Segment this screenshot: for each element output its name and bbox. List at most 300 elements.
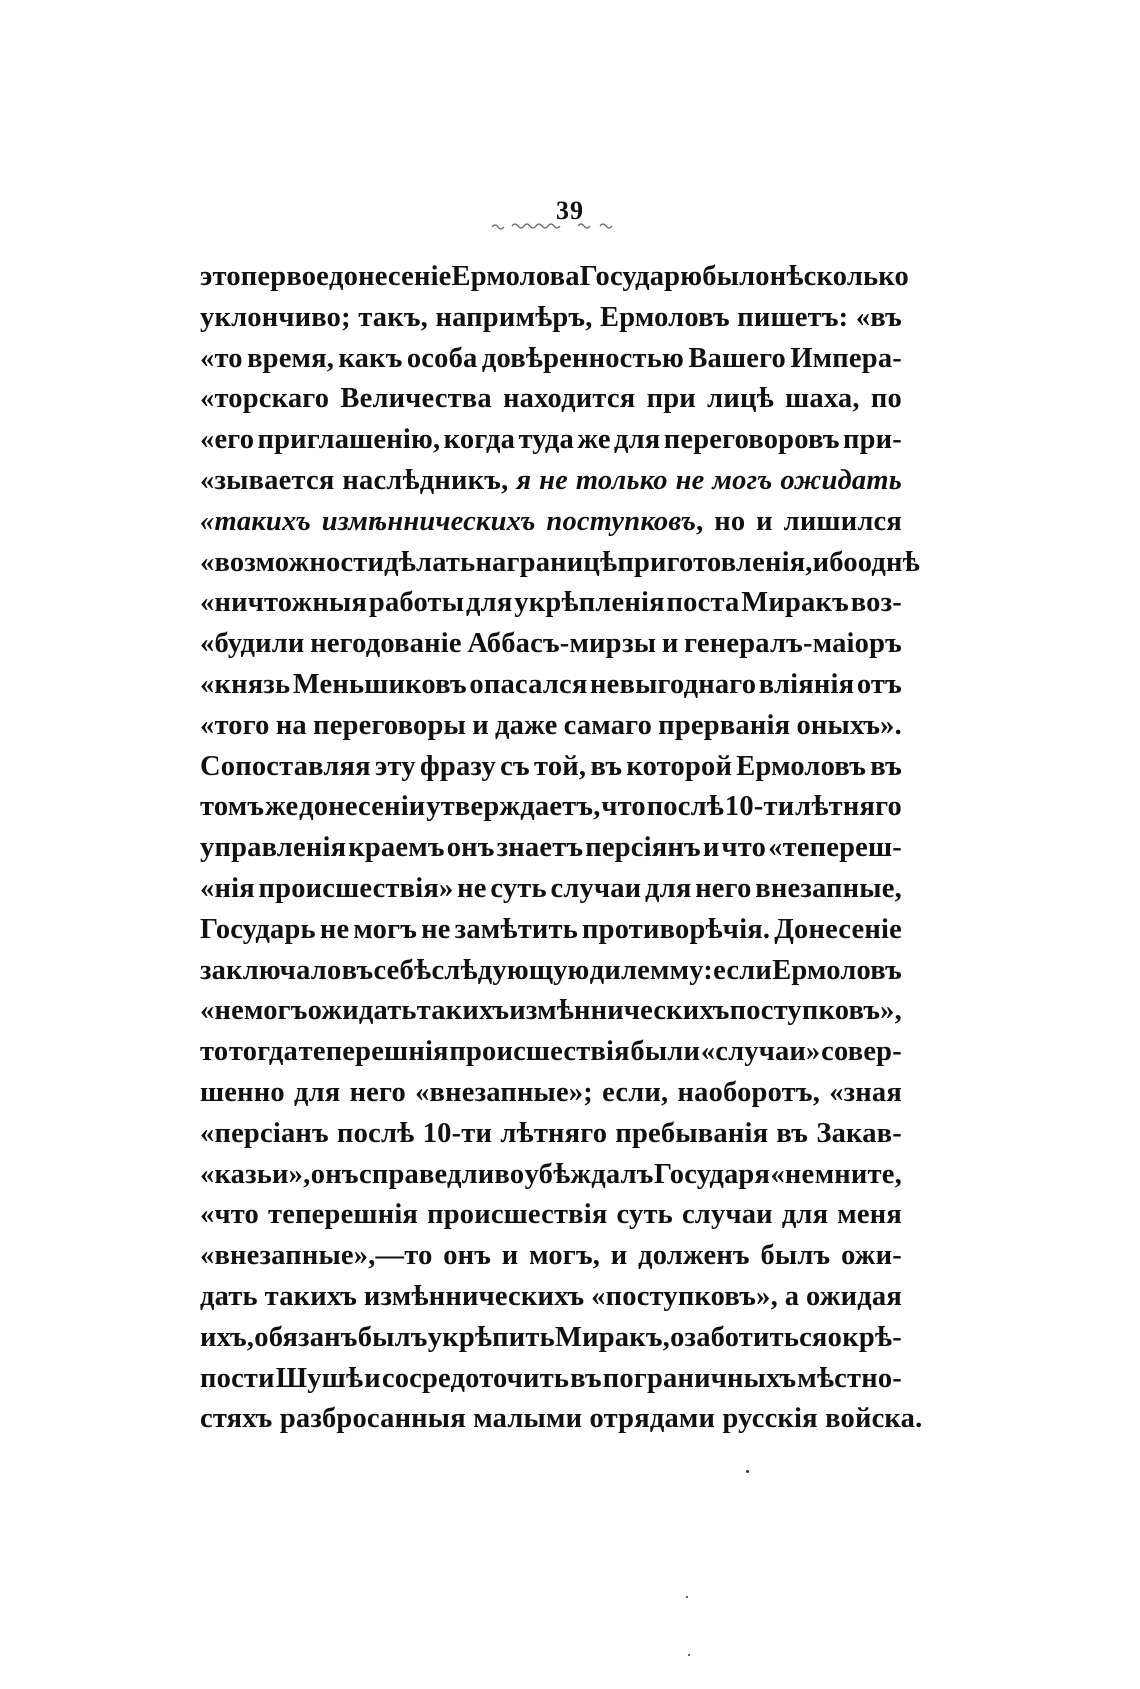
text-fragment: что — [601, 791, 646, 823]
text-fragment: Государь — [200, 913, 316, 945]
text-line — [200, 828, 902, 869]
word — [684, 624, 902, 665]
text-fragment: поста — [666, 587, 740, 619]
word — [770, 257, 909, 298]
text-line — [200, 257, 909, 298]
text-fragment: «персіанъ — [200, 1117, 329, 1149]
word — [630, 1032, 700, 1073]
text-fragment: «зная — [829, 1076, 902, 1108]
text-fragment: въ — [341, 954, 374, 986]
word — [703, 828, 720, 869]
word — [431, 951, 589, 992]
text-line — [200, 1236, 902, 1277]
word — [200, 1195, 259, 1236]
text-fragment: ихъ, — [200, 1321, 255, 1353]
word — [776, 1114, 808, 1155]
word — [658, 706, 790, 747]
text-fragment: при — [646, 383, 696, 415]
text-fragment: дѣлать — [384, 546, 476, 578]
text-fragment: «того — [200, 709, 270, 741]
word — [780, 461, 902, 502]
text-fragment: при- — [842, 424, 902, 456]
text-fragment: «въ — [855, 301, 902, 333]
text-fragment: русскія — [722, 1403, 818, 1435]
word — [359, 1155, 524, 1196]
word — [741, 583, 849, 624]
word — [585, 828, 701, 869]
text-line — [200, 379, 902, 420]
word — [857, 665, 902, 706]
word — [382, 1359, 569, 1400]
word — [664, 420, 840, 461]
word — [200, 1277, 258, 1318]
text-fragment: съ — [500, 750, 530, 782]
text-fragment: себѣ — [373, 954, 432, 986]
word — [427, 1195, 607, 1236]
text-fragment: утверждаетъ, — [426, 791, 601, 823]
word — [828, 1318, 842, 1359]
word — [580, 257, 703, 298]
word — [701, 1032, 821, 1073]
word — [856, 298, 902, 339]
text-line — [200, 787, 902, 828]
text-fragment: приглашенію, — [257, 424, 441, 456]
word — [516, 461, 531, 502]
text-fragment: Государю — [579, 261, 703, 292]
text-fragment: эту — [375, 750, 416, 782]
word — [200, 420, 254, 461]
text-fragment: не — [457, 872, 487, 904]
text-line — [200, 624, 902, 665]
word — [247, 339, 334, 380]
text-line — [200, 869, 902, 910]
word — [603, 1359, 796, 1400]
word — [770, 1155, 814, 1196]
text-fragment: а — [784, 1280, 800, 1312]
word — [576, 461, 668, 502]
word — [455, 910, 578, 951]
word — [265, 1277, 357, 1318]
word — [466, 583, 512, 624]
text-fragment: внезапные, — [755, 872, 902, 904]
word — [364, 1359, 381, 1400]
word — [200, 787, 264, 828]
word — [200, 1399, 272, 1440]
word — [265, 787, 298, 828]
text-fragment: но — [714, 505, 746, 537]
word — [725, 787, 794, 828]
text-fragment: , — [696, 505, 704, 537]
word — [373, 951, 431, 992]
word — [870, 747, 902, 788]
word — [851, 583, 902, 624]
text-fragment: Ермолова — [451, 261, 580, 292]
text-fragment: отъ — [856, 668, 902, 700]
text-fragment: войска. — [825, 1403, 923, 1435]
text-fragment: въ — [590, 750, 623, 782]
word — [200, 951, 341, 992]
word-space — [466, 1399, 473, 1440]
text-fragment: для — [781, 1199, 829, 1231]
text-fragment: невыгоднаго — [590, 668, 757, 700]
word — [843, 420, 902, 461]
text-fragment: пишетъ: — [737, 301, 849, 333]
text-fragment: это — [200, 261, 241, 292]
text-fragment: лѣтняго — [500, 1117, 608, 1149]
text-fragment: приготовленія, — [617, 546, 813, 578]
word — [871, 379, 902, 420]
text-fragment: долженъ — [638, 1240, 750, 1272]
text-fragment: поступковъ», — [729, 995, 902, 1027]
text-fragment: теперешнія — [268, 1199, 419, 1231]
text-fragment: когда — [443, 424, 516, 456]
word — [858, 543, 920, 584]
text-fragment: уклончиво; — [200, 301, 351, 333]
word — [200, 1236, 433, 1277]
word — [329, 257, 452, 298]
text-fragment: вліянія — [758, 668, 855, 700]
text-fragment: томъ — [200, 791, 265, 823]
text-fragment: шаха, — [785, 383, 860, 415]
text-fragment: происшествія» — [258, 872, 454, 904]
word — [722, 1399, 817, 1440]
text-fragment: не — [421, 913, 451, 945]
text-fragment: пости — [200, 1362, 275, 1394]
emphasized-text: я — [516, 464, 532, 496]
text-fragment: «внезапные»; — [415, 1076, 594, 1108]
word — [428, 1318, 555, 1359]
text-fragment: «князь — [200, 668, 291, 700]
text-fragment: довѣренностью — [481, 342, 684, 374]
word — [518, 420, 574, 461]
text-fragment: дилемму: — [589, 954, 713, 986]
text-fragment: «будили — [200, 628, 305, 660]
word — [229, 1032, 298, 1073]
word — [311, 1155, 359, 1196]
word — [467, 624, 656, 665]
text-fragment: отрядами — [589, 1403, 716, 1435]
text-fragment: для — [645, 872, 692, 904]
word — [688, 339, 786, 380]
text-fragment: той, — [534, 750, 587, 782]
word — [200, 1073, 285, 1114]
text-fragment: туда — [518, 424, 574, 456]
text-fragment: былъ — [357, 1321, 428, 1353]
word — [600, 298, 730, 339]
word — [712, 461, 772, 502]
word — [539, 461, 568, 502]
text-fragment: «торскаго — [200, 383, 330, 415]
text-fragment: нѣсколько — [769, 261, 909, 292]
text-fragment: которой — [626, 750, 733, 782]
text-fragment: Ермоловъ — [772, 954, 902, 986]
text-fragment: для — [614, 424, 661, 456]
emphasized-text: не — [675, 464, 705, 496]
text-line — [200, 1318, 902, 1359]
word — [841, 1236, 902, 1277]
text-fragment: же — [264, 791, 299, 823]
emphasized-text: только — [575, 464, 668, 496]
text-line — [200, 747, 902, 788]
word — [200, 706, 270, 747]
word — [582, 910, 770, 951]
word — [200, 747, 371, 788]
text-fragment: суть — [490, 872, 547, 904]
word — [421, 910, 450, 951]
word — [667, 583, 740, 624]
word — [702, 257, 770, 298]
text-line — [200, 298, 902, 339]
text-fragment: ожи- — [841, 1240, 902, 1272]
word — [444, 420, 516, 461]
text-fragment: находится — [503, 383, 636, 415]
text-fragment: него — [349, 1076, 406, 1108]
text-fragment: такъ, — [358, 301, 428, 333]
text-line — [200, 583, 902, 624]
word — [590, 665, 756, 706]
word — [350, 1073, 406, 1114]
word — [514, 583, 664, 624]
text-fragment: Импера- — [790, 342, 902, 374]
word — [602, 1073, 668, 1114]
text-fragment: малыми — [473, 1403, 583, 1435]
word — [500, 1114, 607, 1155]
word — [200, 910, 316, 951]
text-fragment: такихъ — [264, 1280, 358, 1312]
word — [200, 665, 290, 706]
word — [785, 379, 860, 420]
word — [364, 1277, 584, 1318]
text-fragment: Меньшиковъ — [292, 668, 467, 700]
text-fragment: наслѣдникъ, — [342, 464, 509, 496]
word — [200, 1114, 329, 1155]
text-line — [200, 543, 920, 584]
word — [417, 991, 509, 1032]
text-fragment: былъ — [760, 1240, 831, 1272]
word — [320, 910, 349, 951]
text-fragment: первое — [240, 261, 330, 292]
word — [737, 298, 848, 339]
text-fragment: 10-ти — [724, 791, 795, 823]
word — [447, 828, 495, 869]
text-fragment: донесеніи — [299, 791, 426, 823]
word — [353, 910, 417, 951]
text-fragment: разбросанныя — [279, 1403, 466, 1435]
word — [772, 951, 902, 992]
text-fragment: заключало — [200, 954, 342, 986]
word — [475, 543, 506, 584]
word — [555, 1318, 670, 1359]
word — [590, 1399, 716, 1440]
text-line — [200, 951, 902, 992]
text-fragment: происшествія — [427, 1199, 608, 1231]
text-fragment: могъ — [243, 995, 308, 1027]
text-fragment: теперешнія — [298, 1036, 449, 1068]
word — [276, 706, 307, 747]
word — [525, 1155, 654, 1196]
text-fragment: краемъ — [348, 832, 445, 864]
text-fragment: Ермоловъ — [600, 301, 730, 333]
word — [654, 1155, 770, 1196]
word-space — [922, 1399, 929, 1440]
text-fragment: совер- — [821, 1036, 902, 1068]
text-fragment: работы — [368, 587, 465, 619]
text-fragment: 10-ти — [422, 1117, 493, 1149]
word — [426, 787, 600, 828]
word-space — [582, 1399, 589, 1440]
text-fragment: негодованіе — [310, 628, 462, 660]
text-fragment: то — [200, 1036, 229, 1068]
text-fragment: укрѣпленія — [514, 587, 665, 619]
text-fragment: замѣтить — [454, 913, 578, 945]
text-fragment: и — [610, 1240, 628, 1272]
word — [200, 339, 243, 380]
text-fragment: происшествія — [449, 1036, 630, 1068]
text-line — [200, 1032, 902, 1073]
text-fragment: «то — [200, 342, 243, 374]
word — [755, 869, 902, 910]
text-line — [200, 706, 902, 747]
text-line — [200, 1114, 902, 1155]
text-fragment: тогда — [228, 1036, 298, 1068]
text-line — [200, 1073, 902, 1114]
word — [590, 951, 713, 992]
word — [546, 502, 703, 543]
word — [813, 543, 858, 584]
word — [200, 379, 329, 420]
word — [358, 298, 428, 339]
word — [299, 1032, 449, 1073]
text-fragment: Миракъ — [741, 587, 849, 619]
text-fragment: однѣ — [857, 546, 920, 578]
word — [338, 339, 402, 380]
text-fragment: переговоры — [313, 709, 466, 741]
text-fragment: пограничныхъ — [602, 1362, 797, 1394]
text-fragment: стяхъ — [200, 1403, 273, 1435]
text-fragment: для — [466, 587, 513, 619]
text-fragment: «зывается — [200, 464, 335, 496]
emphasized-text: поступковъ — [546, 505, 697, 537]
word — [200, 624, 305, 665]
word — [550, 869, 641, 910]
text-fragment: даже — [495, 709, 558, 741]
text-fragment: знаетъ — [496, 832, 584, 864]
word — [348, 828, 444, 869]
text-fragment: могъ, — [529, 1240, 601, 1272]
word — [601, 787, 646, 828]
word — [200, 583, 367, 624]
text-fragment: и — [501, 1240, 519, 1272]
paper-speck — [746, 1470, 749, 1473]
word — [435, 298, 592, 339]
word — [795, 787, 902, 828]
word — [200, 828, 346, 869]
text-fragment: на — [475, 546, 507, 578]
text-fragment: оныхъ». — [796, 709, 902, 741]
text-fragment: Миракъ, — [555, 1321, 670, 1353]
word — [507, 543, 618, 584]
word — [495, 706, 557, 747]
word — [200, 543, 384, 584]
text-fragment: самаго — [563, 709, 653, 741]
word — [254, 1318, 357, 1359]
word — [497, 828, 584, 869]
text-fragment: «ничтожныя — [200, 587, 368, 619]
word — [534, 747, 586, 788]
word — [768, 828, 902, 869]
word — [457, 869, 486, 910]
word — [570, 1359, 602, 1400]
text-fragment: о — [827, 1321, 843, 1353]
word — [473, 1399, 582, 1440]
word — [590, 747, 622, 788]
word — [342, 951, 374, 992]
text-fragment: меня — [837, 1199, 902, 1231]
text-fragment: могъ — [353, 913, 418, 945]
text-fragment: лѣтняго — [795, 791, 902, 823]
word — [375, 747, 416, 788]
text-fragment: «возможности — [200, 546, 385, 578]
text-fragment: укрѣпить — [427, 1321, 555, 1353]
text-fragment: особа — [406, 342, 478, 374]
text-line — [200, 1277, 902, 1318]
word — [200, 257, 241, 298]
text-line — [200, 1195, 902, 1236]
text-fragment: «что — [200, 1199, 259, 1231]
word — [713, 951, 772, 992]
word — [509, 991, 729, 1032]
word — [638, 1236, 750, 1277]
word — [200, 1359, 275, 1400]
word — [294, 1073, 340, 1114]
text-fragment: лишился — [783, 505, 902, 537]
text-fragment: такихъ — [416, 995, 510, 1027]
word — [577, 420, 610, 461]
word — [682, 1195, 773, 1236]
word — [280, 1399, 466, 1440]
text-fragment: наоборотъ, — [677, 1076, 821, 1108]
text-fragment: если — [713, 954, 773, 986]
text-fragment: Сопоставляя — [200, 750, 371, 782]
word — [500, 747, 530, 788]
text-fragment: воз- — [850, 587, 902, 619]
text-fragment: генералъ-маіоръ — [684, 628, 902, 660]
word — [490, 869, 546, 910]
word — [200, 502, 311, 543]
word — [420, 747, 496, 788]
text-fragment: измѣнническихъ — [509, 995, 730, 1027]
word-space — [715, 1399, 722, 1440]
word — [647, 787, 724, 828]
text-fragment: Вашего — [688, 342, 786, 374]
word — [200, 1318, 254, 1359]
text-fragment: въ — [870, 750, 902, 782]
text-fragment: и — [364, 1362, 381, 1394]
text-fragment: дать — [200, 1280, 258, 1312]
emphasized-text: могъ — [712, 464, 773, 496]
text-fragment: «не — [770, 1158, 815, 1190]
word — [200, 1155, 310, 1196]
emphasized-text: измѣнническихъ — [321, 505, 536, 537]
text-fragment: лицѣ — [707, 383, 774, 415]
word — [244, 991, 308, 1032]
body-text — [200, 257, 923, 1440]
text-fragment: ожидая — [806, 1280, 902, 1312]
text-fragment: и — [472, 709, 489, 741]
text-fragment: «внезапные»,—то — [200, 1240, 433, 1272]
word — [829, 1073, 902, 1114]
text-line — [200, 1359, 902, 1400]
